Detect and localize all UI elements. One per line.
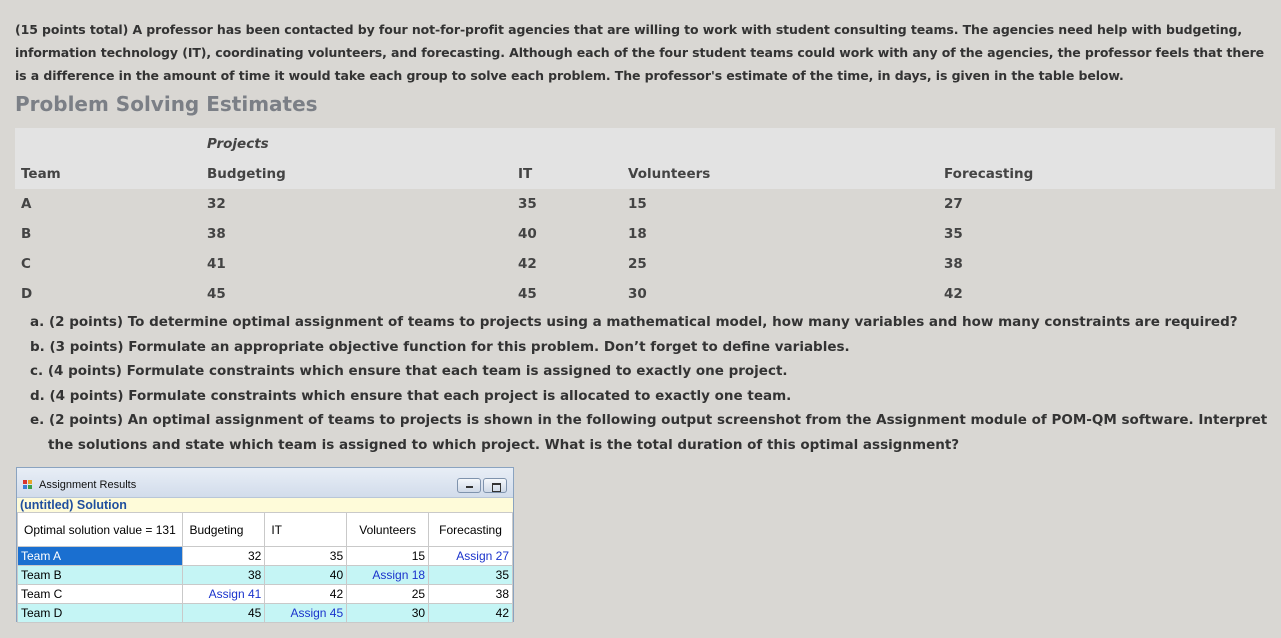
assign-cell[interactable]: Assign 18 [347,566,429,585]
results-cell[interactable]: 40 [265,566,347,585]
column-header-it: IT [512,159,622,189]
value-cell: 27 [944,196,963,212]
value-cell: 38 [944,256,963,272]
maximize-icon[interactable] [483,478,507,493]
assignment-results-window [16,467,514,622]
column-header-forecasting: Forecasting [938,159,1275,189]
assign-cell[interactable]: Assign 45 [265,604,347,623]
question-e: e. (2 points) An optimal assignment of teams to projects is shown in the following output screenshot from the Assignment module of POM-QM software. Interpret the solutions and state which team is assigned to which project. What is the total duration of this optimal assignment? [30,412,1268,453]
results-cell[interactable]: 25 [347,585,429,604]
app-grid-icon [23,480,33,490]
table-row [15,279,1275,309]
question-b: b. (3 points) Formulate an appropriate objective function for this problem. Don’t forget to define variables. [30,338,850,355]
results-cell[interactable]: 35 [265,547,347,566]
estimates-table [15,128,1275,309]
results-grid [17,512,513,623]
value-cell: 40 [518,226,537,242]
results-cell[interactable]: 42 [429,604,513,623]
column-header-budgeting: Budgeting [201,159,512,189]
value-cell: 35 [944,226,963,242]
value-cell: 15 [628,196,647,212]
results-column-header: Volunteers [347,513,429,547]
solution-subtitle: (untitled) Solution [17,498,513,512]
results-cell[interactable]: 32 [183,547,265,566]
table-header-row [15,128,1275,159]
assign-cell[interactable]: Assign 41 [183,585,265,604]
results-row-selected[interactable] [18,547,513,566]
team-cell: B [21,226,32,242]
table-heading: Problem Solving Estimates [15,92,318,116]
question-a: a. (2 points) To determine optimal assignment of teams to projects using a mathematical model, how many variables and how many constraints are required? [30,314,1238,330]
row-label[interactable]: Team A [18,547,183,566]
results-cell[interactable]: 38 [429,585,513,604]
results-cell[interactable]: 15 [347,547,429,566]
results-header-row [18,513,513,547]
row-label[interactable]: Team D [18,604,183,623]
value-cell: 25 [628,256,647,272]
table-column-header-row [15,159,1275,189]
value-cell: 30 [628,286,647,302]
value-cell: 41 [207,256,226,272]
results-row[interactable] [18,604,513,623]
table-row [15,219,1275,249]
results-column-header: Forecasting [429,513,513,547]
team-column-header: Team [15,159,201,189]
problem-intro: (15 points total) A professor has been contacted by four not-for-profit agencies that are willing to work with student consulting teams. The agencies need help with budgeting, information technology (IT), coordinating volunteers, and forecasting. Although each of the four student teams could work with any of the agencies, the professor feels that there is a difference in the amount of time it would take each group to solve each problem. The professor's estimate of the time, in days, is given in the table below. [15,22,1265,83]
value-cell: 32 [207,196,226,212]
results-cell[interactable]: 45 [183,604,265,623]
projects-label: Projects [201,128,512,159]
question-c: c. (4 points) Formulate constraints which ensure that each team is assigned to exactly one project. [30,363,788,379]
minimize-icon[interactable] [457,478,481,493]
value-cell: 38 [207,226,226,242]
value-cell: 35 [518,196,537,212]
row-label[interactable]: Team C [18,585,183,604]
results-column-header: IT [265,513,347,547]
team-cell: C [21,256,31,272]
column-header-volunteers: Volunteers [622,159,938,189]
value-cell: 18 [628,226,647,242]
team-cell: A [21,196,32,212]
assign-cell[interactable]: Assign 27 [429,547,513,566]
window-controls [457,478,507,493]
results-cell[interactable]: 35 [429,566,513,585]
value-cell: 42 [518,256,537,272]
team-cell: D [21,286,33,302]
table-row [15,189,1275,219]
optimal-value-cell: Optimal solution value = 131 [18,513,183,547]
value-cell: 42 [944,286,963,302]
window-titlebar[interactable] [17,468,513,498]
results-cell[interactable]: 30 [347,604,429,623]
results-row[interactable] [18,585,513,604]
results-row[interactable] [18,566,513,585]
value-cell: 45 [207,286,226,302]
window-title: Assignment Results [39,479,137,491]
question-d: d. (4 points) Formulate constraints which ensure that each project is allocated to exactly one team. [30,387,792,404]
results-column-header: Budgeting [183,513,265,547]
results-cell[interactable]: 38 [183,566,265,585]
results-cell[interactable]: 42 [265,585,347,604]
table-row [15,249,1275,279]
value-cell: 45 [518,286,537,302]
row-label[interactable]: Team B [18,566,183,585]
question-list [30,310,1270,457]
